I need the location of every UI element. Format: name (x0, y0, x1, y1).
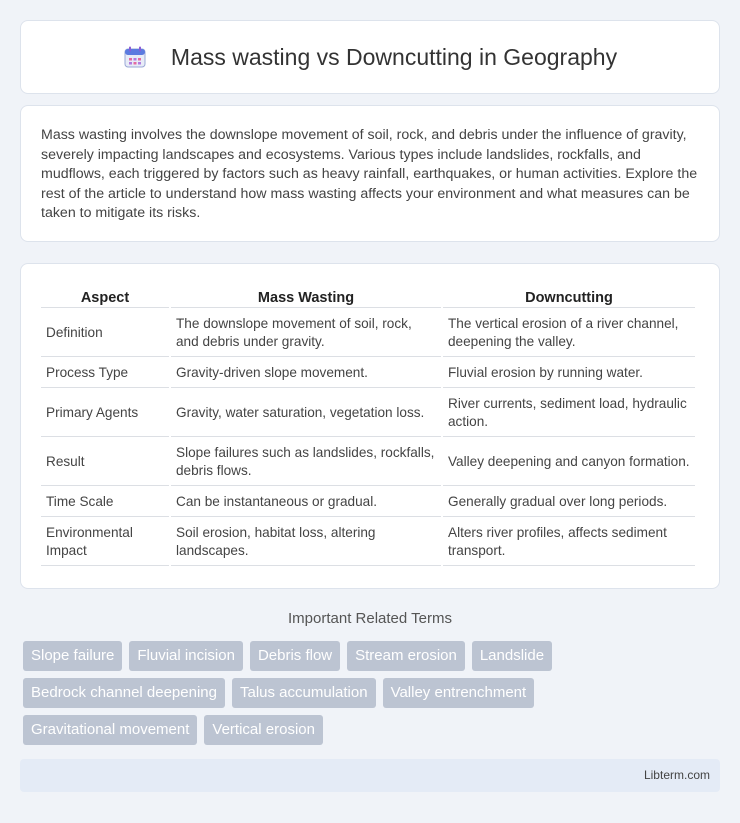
footer-brand-link[interactable]: Libterm.com (643, 768, 710, 782)
intro-card (20, 105, 720, 242)
table-row (41, 517, 695, 566)
table-cell: Can be instantaneous or gradual. (171, 486, 441, 517)
table-cell: Gravity-driven slope movement. (171, 357, 441, 388)
table-cell: Generally gradual over long periods. (443, 486, 695, 517)
header-aspect: Aspect (41, 284, 169, 308)
tag-fluvial-incision[interactable]: Fluvial incision (129, 641, 243, 671)
comparison-table (39, 284, 697, 566)
table-header-row (41, 284, 695, 308)
intro-paragraph: Mass wasting involves the downslope movement of soil, rock, and debris under the influence of gravity, severely impacting landscapes and ecosystems. Various types include landslides, rockfalls, and mudflows, each triggered by factors such as heavy rainfall, earthquakes, or human activities. Explore the rest of the article to understand how mass wasting affects your environment and what measures can be taken to mitigate its risks. (41, 127, 698, 221)
table-row (41, 437, 695, 486)
table-cell: Environmental Impact (41, 517, 169, 566)
table-cell: Alters river profiles, affects sediment transport. (443, 517, 695, 566)
table-cell: Definition (41, 308, 169, 357)
tag-debris-flow[interactable]: Debris flow (250, 641, 340, 671)
related-terms-tags (23, 641, 723, 752)
tag-bedrock-channel-deepening[interactable]: Bedrock channel deepening (23, 678, 225, 708)
tag-stream-erosion[interactable]: Stream erosion (347, 641, 465, 671)
tag-row (23, 641, 723, 671)
header-card (20, 20, 720, 94)
table-cell: Time Scale (41, 486, 169, 517)
calendar-icon (123, 45, 147, 69)
table-cell: Fluvial erosion by running water. (443, 357, 695, 388)
table-row (41, 308, 695, 357)
table-cell: Process Type (41, 357, 169, 388)
table-cell: Result (41, 437, 169, 486)
table-row (41, 486, 695, 517)
table-cell: The vertical erosion of a river channel, deepening the valley. (443, 308, 695, 357)
table-cell: Gravity, water saturation, vegetation loss. (171, 388, 441, 437)
tag-vertical-erosion[interactable]: Vertical erosion (204, 715, 323, 745)
tag-slope-failure[interactable]: Slope failure (23, 641, 122, 671)
table-cell: Valley deepening and canyon formation. (443, 437, 695, 486)
table-row (41, 388, 695, 437)
tag-valley-entrenchment[interactable]: Valley entrenchment (383, 678, 535, 708)
page-title: Mass wasting vs Downcutting in Geography (170, 43, 618, 70)
table-cell: Primary Agents (41, 388, 169, 437)
header-mass-wasting: Mass Wasting (171, 284, 441, 308)
header-downcutting: Downcutting (443, 284, 695, 308)
related-terms-title: Important Related Terms (288, 610, 452, 627)
tag-gravitational-movement[interactable]: Gravitational movement (23, 715, 197, 745)
table-row (41, 357, 695, 388)
tag-row (23, 678, 723, 708)
table-cell: Slope failures such as landslides, rockfalls, debris flows. (171, 437, 441, 486)
tag-landslide[interactable]: Landslide (472, 641, 552, 671)
footer (20, 759, 720, 792)
table-cell: The downslope movement of soil, rock, and debris under gravity. (171, 308, 441, 357)
tag-row (23, 715, 723, 745)
tag-talus-accumulation[interactable]: Talus accumulation (232, 678, 376, 708)
table-cell: River currents, sediment load, hydraulic action. (443, 388, 695, 437)
table-cell: Soil erosion, habitat loss, altering landscapes. (171, 517, 441, 566)
comparison-table-card (20, 263, 720, 589)
